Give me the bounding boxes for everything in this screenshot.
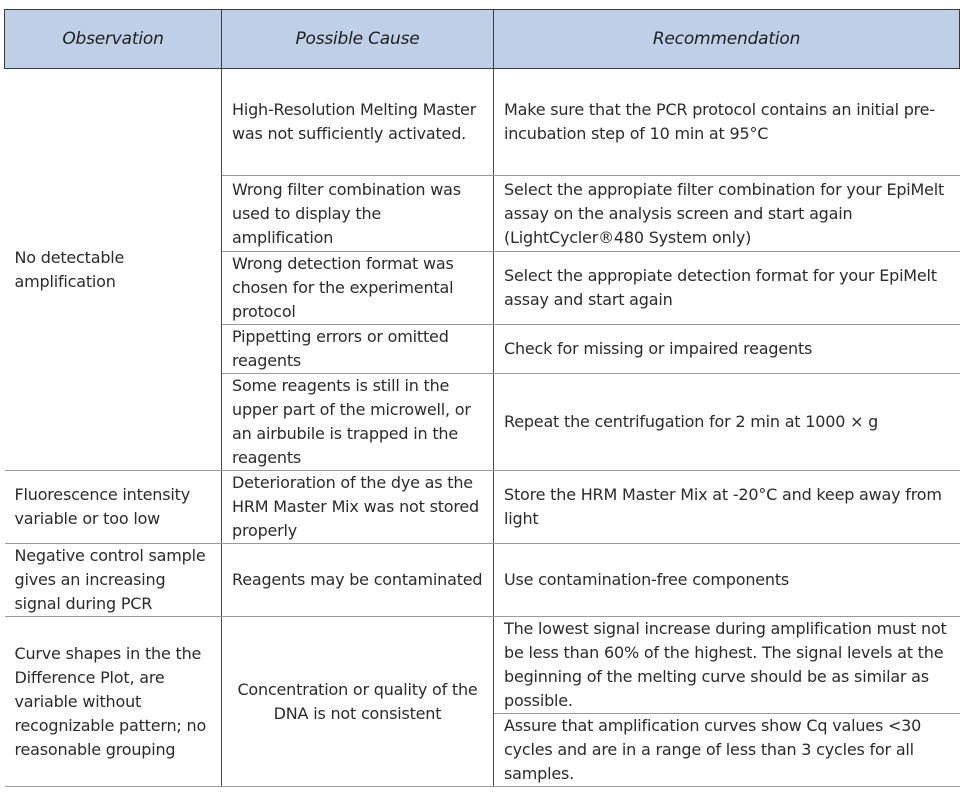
table-row — [5, 69, 960, 176]
header-observation: Observation — [5, 10, 222, 69]
table-row — [5, 617, 960, 714]
recommendation-cell: The lowest signal increase during amplification must not be less than 60% of the highest. The signal levels at the beginning of the melting curve should be as similar as possible. — [494, 617, 960, 714]
cause-cell: High-Resolution Melting Master was not sufficiently activated. — [222, 69, 494, 176]
cause-cell: Pippetting errors or omitted reagents — [222, 325, 494, 374]
cause-cell: Wrong detection format was chosen for the experimental protocol — [222, 252, 494, 325]
header-possible-cause: Possible Cause — [222, 10, 494, 69]
observation-cell: Negative control sample gives an increasing signal during PCR — [5, 544, 222, 617]
observation-cell: Fluorescence intensity variable or too low — [5, 471, 222, 544]
cause-cell: Some reagents is still in the upper part of the microwell, or an airbubile is trapped in the reagents — [222, 374, 494, 471]
recommendation-cell: Check for missing or impaired reagents — [494, 325, 960, 374]
cause-cell: Reagents may be contaminated — [222, 544, 494, 617]
recommendation-cell: Assure that amplification curves show Cq values <30 cycles and are in a range of less than 3 cycles for all samples. — [494, 714, 960, 787]
recommendation-cell: Make sure that the PCR protocol contains an initial pre-incubation step of 10 min at 95°C — [494, 69, 960, 176]
header-recommendation: Recommendation — [494, 10, 960, 69]
cause-cell: Deterioration of the dye as the HRM Master Mix was not stored properly — [222, 471, 494, 544]
recommendation-cell: Use contamination-free components — [494, 544, 960, 617]
observation-cell: No detectable amplification — [5, 69, 222, 471]
observation-cell: Curve shapes in the the Difference Plot, are variable without recognizable pattern; no reasonable grouping — [5, 617, 222, 787]
recommendation-cell: Repeat the centrifugation for 2 min at 1000 × g — [494, 374, 960, 471]
cause-cell: Concentration or quality of the DNA is not consistent — [222, 617, 494, 787]
recommendation-cell: Select the appropiate detection format for your EpiMelt assay and start again — [494, 252, 960, 325]
recommendation-cell: Select the appropiate filter combination for your EpiMelt assay on the analysis screen and start again (LightCycler®480 System only) — [494, 176, 960, 252]
troubleshooting-table — [4, 9, 960, 787]
table-header — [5, 10, 960, 69]
recommendation-cell: Store the HRM Master Mix at -20°C and keep away from light — [494, 471, 960, 544]
table-row — [5, 471, 960, 544]
table-row — [5, 544, 960, 617]
cause-cell: Wrong filter combination was used to display the amplification — [222, 176, 494, 252]
